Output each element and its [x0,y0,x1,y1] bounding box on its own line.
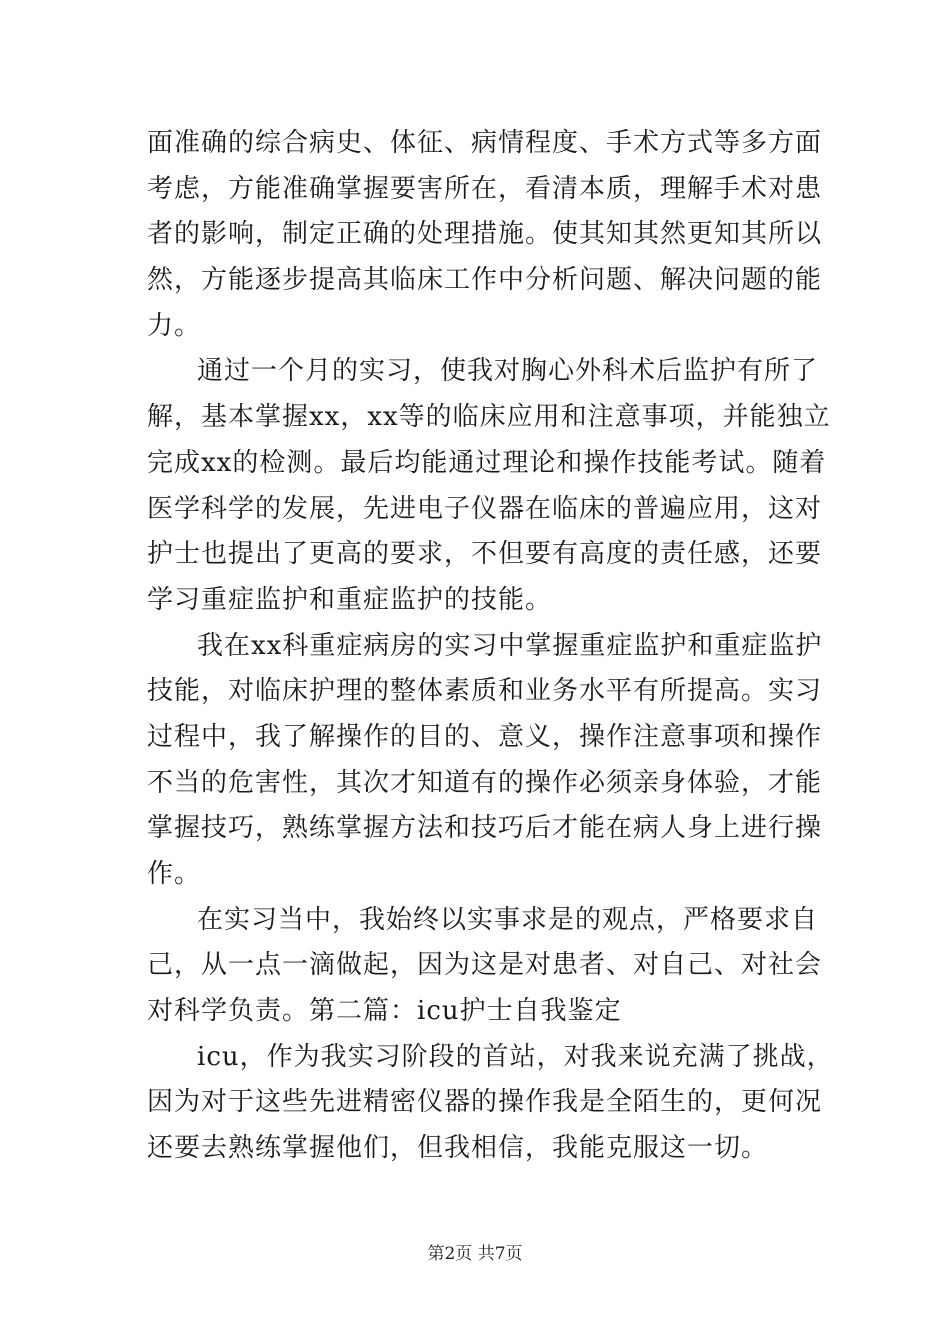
text-line: 对科学负责。第二篇：icu护士自我鉴定 [147,996,622,1026]
paragraph-start-line: icu，作为我实习阶段的首站，对我来说充满了挑战， [197,1042,834,1072]
text-line: 考虑，方能准确掌握要害所在，看清本质，理解手术对患 [147,174,823,204]
text-line: 还要去熟练掌握他们，但我相信，我能克服这一切。 [147,1133,769,1163]
text-line: 力。 [147,311,202,341]
page-number-footer: 第2页 共7页 [427,1244,523,1264]
text-line: 掌握技巧，熟练掌握方法和技巧后才能在病人身上进行操 [147,813,823,843]
paragraph-start-line: 我在xx科重症病房的实习中掌握重症监护和重症监护 [197,631,823,661]
text-line: 护士也提出了更高的要求，不但要有高度的责任感，还要 [147,539,823,569]
text-line: 不当的危害性，其次才知道有的操作必须亲身体验，才能 [147,768,823,798]
text-line: 过程中，我了解操作的目的、意义，操作注意事项和操作 [147,722,823,752]
text-line: 然，方能逐步提高其临床工作中分析问题、解决问题的能 [147,265,823,295]
text-line: 完成xx的检测。最后均能通过理论和操作技能考试。随着 [147,448,827,478]
text-line: 己，从一点一滴做起，因为这是对患者、对自己、对社会 [147,950,823,980]
text-line: 解，基本掌握xx，xx等的临床应用和注意事项，并能独立 [147,402,831,432]
text-line: 作。 [147,859,202,889]
paragraph-start-line: 通过一个月的实习，使我对胸心外科术后监护有所了 [197,356,819,386]
text-line: 者的影响，制定正确的处理措施。使其知其然更知其所以 [147,219,823,249]
text-line: 医学科学的发展，先进电子仪器在临床的普遍应用，这对 [147,494,823,524]
text-line: 学习重症监护和重症监护的技能。 [147,585,553,615]
text-line: 技能，对临床护理的整体素质和业务水平有所提高。实习 [147,676,823,706]
text-line: 面准确的综合病史、体征、病情程度、手术方式等多方面 [147,128,823,158]
text-line: 因为对于这些先进精密仪器的操作我是全陌生的，更何况 [147,1087,823,1117]
paragraph-start-line: 在实习当中，我始终以实事求是的观点，严格要求自 [197,905,819,935]
